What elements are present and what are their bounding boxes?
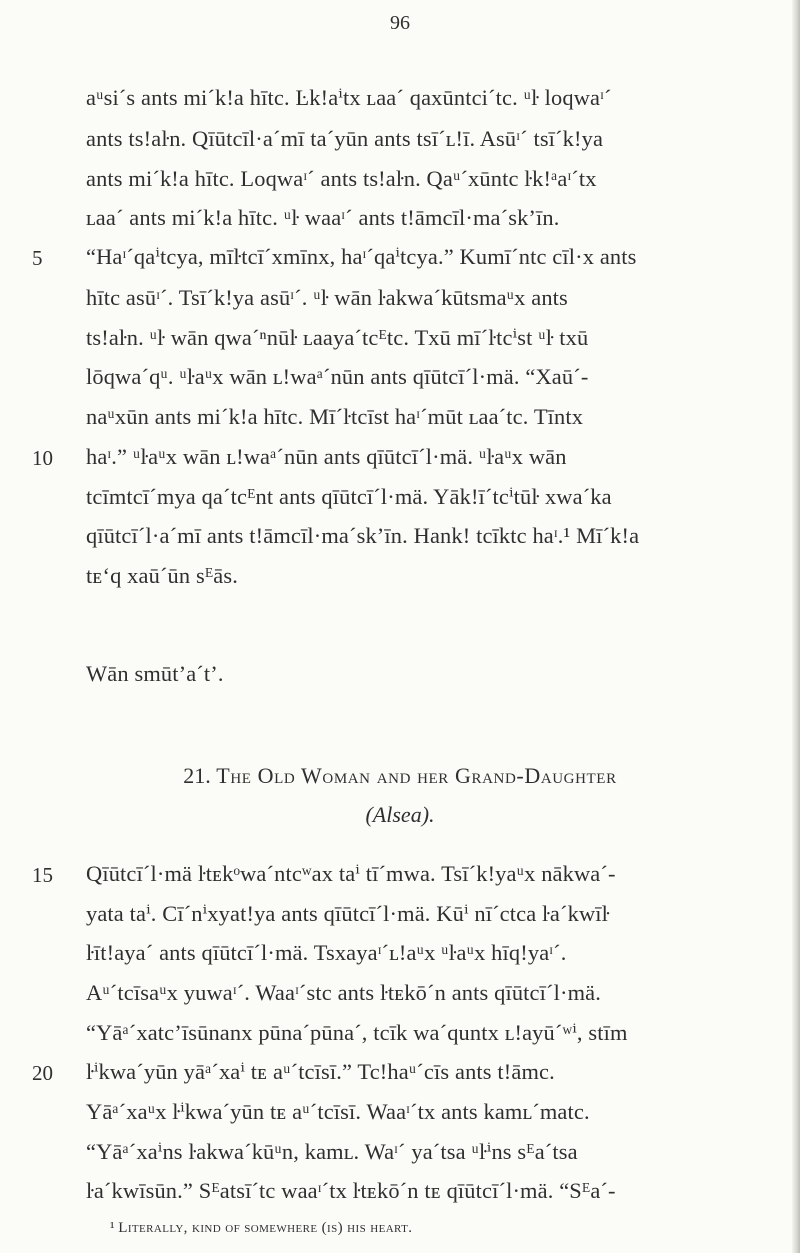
text-line: ŀīt!aya´ ants qīūtcī´l·mä. Tsxayaᶦ´ʟ!aᵘx ᵘŀaᵘx hīq!yaᶦ´. xyxy=(86,940,567,965)
text-line: “Haᶦ´qaⁱtcya, mīŀtcī´xmīnx, haᶦ´qaⁱtcya.” Kumī´ntc cīl·x ants xyxy=(86,244,637,269)
line-number: 15 xyxy=(32,863,53,887)
text-line: ŀa´kwīsūn.” Sᴱatsī´tc waaᶦ´tx ŀtᴇkō´n tᴇ qīūtcī´l·mä. “Sᴱa´- xyxy=(86,1178,616,1203)
line-number: 10 xyxy=(32,446,53,470)
footnote-marker: ¹ xyxy=(110,1220,115,1236)
story-heading xyxy=(0,763,800,789)
text-line: naᵘxūn ants mi´k!a hītc. Mī´ŀtcīst haᶦ´mūt ʟaa´tc. Tīntx xyxy=(86,404,584,429)
story-number: 21. xyxy=(183,763,211,788)
text-line: haᶦ.” ᵘŀaᵘx wān ʟ!waᵃ´nūn ants qīūtcī´l·mä. ᵘŀaᵘx wān xyxy=(86,444,567,469)
footnote-text: Literally, kind of somewhere (is) his heart. xyxy=(118,1220,413,1236)
text-line: ŀⁱkwa´yūn yāᵃ´xaⁱ tᴇ aᵘ´tcīsī.” Tc!haᵘ´cīs ants t!āmc. xyxy=(86,1059,555,1084)
footnote xyxy=(110,1220,412,1237)
text-line: tᴇ‘q xaū´ūn sᴱās. xyxy=(86,563,238,588)
text-line: ants mi´k!a hītc. Loqwaᶦ´ ants ts!aŀn. Qaᵘ´xūntc ŀk!ᵃaᶦ´tx xyxy=(86,166,597,191)
text-line: lōqwa´qᵘ. ᵘŀaᵘx wān ʟ!waᵃ´nūn ants qīūtcī´l·mä. “Xaū´- xyxy=(86,364,589,389)
text-line: “Yāᵃ´xaⁱns ŀakwa´kūᵘn, kamʟ. Waᶦ´ ya´tsa ᵘŀⁱns sᴱa´tsa xyxy=(86,1139,578,1164)
line-number: 20 xyxy=(32,1061,53,1085)
page-number: 96 xyxy=(390,12,410,34)
text-line: hītc asūᶦ´. Tsī´k!ya asūᶦ´. ᵘŀ wān ŀakwa´kūtsmaᵘx ants xyxy=(86,285,568,310)
text-line: ʟaa´ ants mi´k!a hītc. ᵘŀ waaᶦ´ ants t!āmcīl·ma´sk’īn. xyxy=(86,205,560,230)
text-line: “Yāᵃ´xatc’īsūnanx pūna´pūna´, tcīk wa´quntx ʟ!ayū´ʷⁱ, stīm xyxy=(86,1020,628,1045)
text-line: Wān smūt’a´t’. xyxy=(86,661,224,686)
text-line: tcīmtcī´mya qa´tcᴱnt ants qīūtcī´l·mä. Yāk!ī´tcⁱtūŀ xwa´ka xyxy=(86,484,612,509)
story-subtitle xyxy=(0,802,800,828)
text-line: aᵘsi´s ants mi´k!a hītc. Ŀk!aⁱtx ʟaa´ qaxūntci´tc. ᵘŀ loqwaᶦ´ xyxy=(86,85,612,110)
text-line: Yāᵃ´xaᵘx ŀⁱkwa´yūn tᴇ aᵘ´tcīsī. Waaᶦ´tx ants kamʟ´matc. xyxy=(86,1099,590,1124)
text-line: Qīūtcī´l·mä ŀtᴇkᵒwa´ntcʷax taⁱ tī´mwa. Tsī´k!yaᵘx nākwa´- xyxy=(86,861,616,886)
line-number: 5 xyxy=(32,246,43,270)
text-line: ts!aŀn. ᵘŀ wān qwa´ⁿnūŀ ʟaaya´tcᴱtc. Txū mī´ŀtcⁱst ᵘŀ txū xyxy=(86,325,589,350)
text-line: ants ts!aŀn. Qīūtcīl·a´mī ta´yūn ants tsī´ʟ!ī. Asūᶦ´ tsī´k!ya xyxy=(86,126,604,151)
page-edge xyxy=(792,0,800,1253)
story-language: (Alsea). xyxy=(365,802,435,827)
text-line: yata taⁱ. Cī´nⁱxyat!ya ants qīūtcī´l·mä. Kūⁱ nī´ctca ŀa´kwīŀ xyxy=(86,901,610,926)
text-line: qīūtcī´l·a´mī ants t!āmcīl·ma´sk’īn. Hank! tcīktc haᶦ.¹ Mī´k!a xyxy=(86,523,640,548)
text-line: Aᵘ´tcīsaᵘx yuwaᶦ´. Waaᶦ´stc ants ŀtᴇkō´n ants qīūtcī´l·mä. xyxy=(86,980,601,1005)
story-title: The Old Woman and her Grand-Daughter xyxy=(216,763,617,788)
